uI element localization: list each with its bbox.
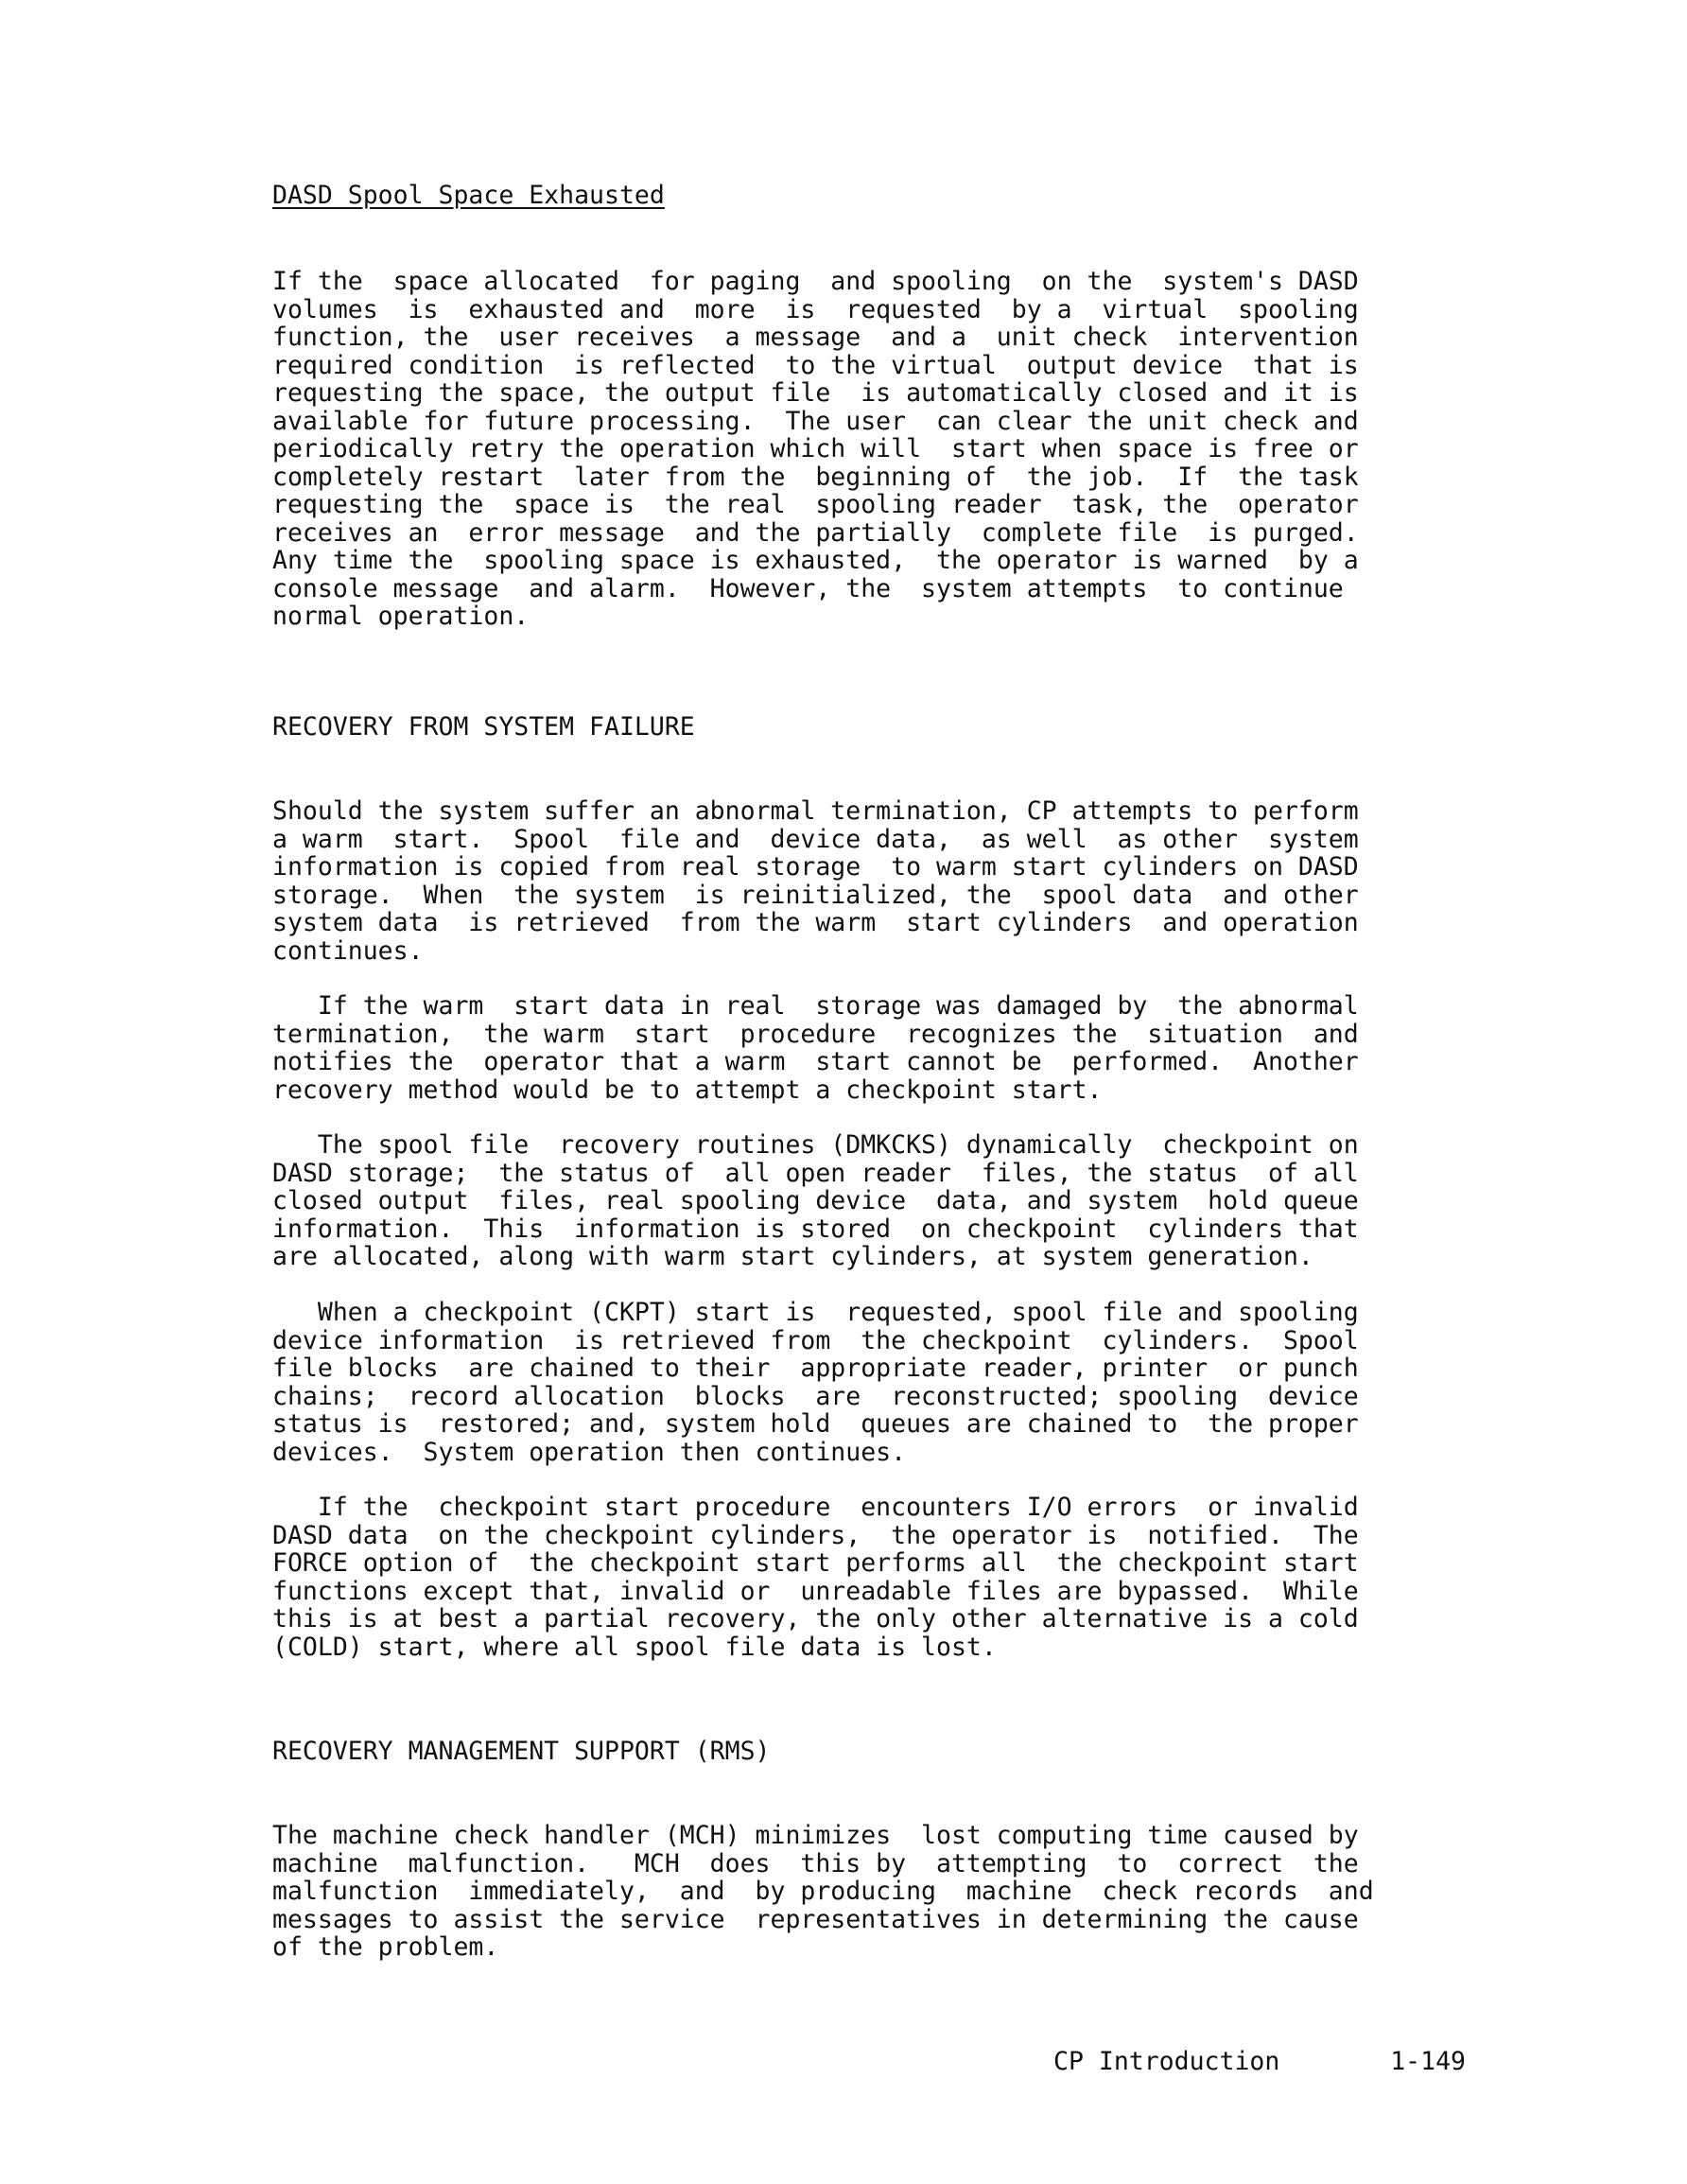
paragraph-dasd-spool-space-exhausted: If the space allocated for paging and spooling on the system's DASD volumes is exhausted and more is requested by a virtual spooling function, the user receives a message and a unit check intervention required condition is reflected to the virtual output device that is requesting the space, the output file is automatically closed and it is available for future processing. The user can clear the unit check and periodically retry the operation which will start when space is free or completely restart later from the beginning of the job. If the task requesting the space is the real spooling reader task, the operator receives an error message and the partially complete file is purged. Any time the spooling space is exhausted, the operator is warned by a console message and alarm. However, the system attempts to continue normal operation. xyxy=(272,267,1359,631)
page-number: 1-149 xyxy=(1390,2047,1466,2076)
paragraph-machine-check-handler: The machine check handler (MCH) minimizes lost computing time caused by machine malfunction. MCH does this by attempting to correct the malfunction immediately, and by producing machine check records and messages to assist the service representatives in determining the cause of the problem. xyxy=(272,1821,1374,1962)
paragraph-recovery-abnormal-termination: Should the system suffer an abnormal termination, CP attempts to perform a warm start. Spool file and device data, as well as other system information is copied from real storage to warm start cylinders on DASD storage. When the system is reinitialized, the spool data and other system data is retrieved from the warm start cylinders and operation continues. xyxy=(272,796,1359,966)
paragraph-recovery-checkpoint-start: When a checkpoint (CKPT) start is requested, spool file and spooling device information is retrieved from the checkpoint cylinders. Spool file blocks are chained to their appropriate reader, printer or punch chains; record allocation blocks are reconstructed; spooling device status is restored; and, system hold queues are chained to the proper devices. System operation then continues. xyxy=(272,1298,1359,1467)
paragraph-recovery-spool-file-routines: The spool file recovery routines (DMKCKS) dynamically checkpoint on DASD storage; the status of all open reader files, the status of all closed output files, real spooling device data, and system hold queue information. This information is stored on checkpoint cylinders that are allocated, along with warm start cylinders, at system generation. xyxy=(272,1130,1359,1271)
section-heading-recovery-management-support: RECOVERY MANAGEMENT SUPPORT (RMS) xyxy=(272,1737,771,1766)
section-heading-recovery-from-system-failure: RECOVERY FROM SYSTEM FAILURE xyxy=(272,712,695,742)
paragraph-recovery-checkpoint-errors: If the checkpoint start procedure encounters I/O errors or invalid DASD data on the checkpoint cylinders, the operator is notified. The FORCE option of the checkpoint start performs all the checkpoint start functions except that, invalid or unreadable files are bypassed. While this is at best a partial recovery, the only other alternative is a cold (COLD) start, where all spool file data is lost. xyxy=(272,1493,1359,1662)
section-heading-dasd-spool-space-exhausted: DASD Spool Space Exhausted xyxy=(272,181,665,210)
footer-title: CP Introduction xyxy=(1053,2047,1280,2076)
paragraph-recovery-warm-start-damaged: If the warm start data in real storage was damaged by the abnormal termination, the warm start procedure recognizes the situation and notifies the operator that a warm start cannot be performed. Another recovery method would be to attempt a checkpoint start. xyxy=(272,991,1359,1105)
